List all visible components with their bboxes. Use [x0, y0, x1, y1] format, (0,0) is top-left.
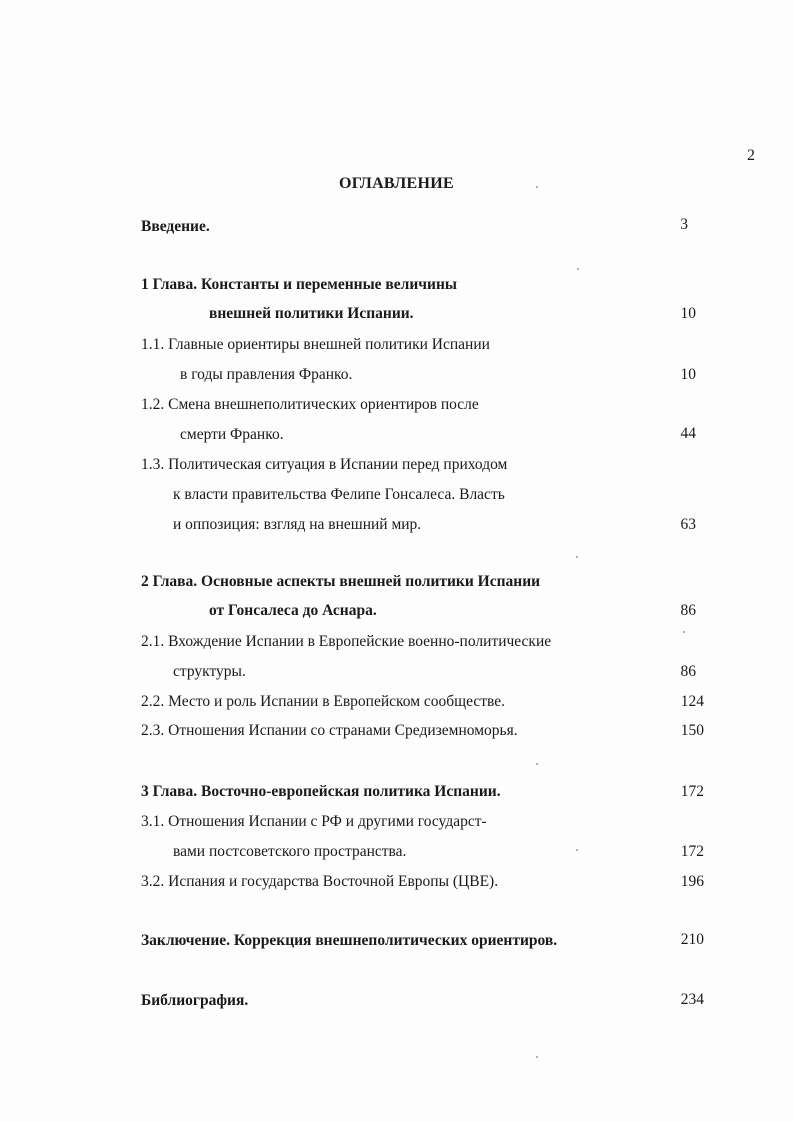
toc-entry-1-1-cont: в годы правления Франко. — [180, 366, 353, 383]
scan-speck — [577, 268, 579, 270]
toc-entry-1-3: 1.3. Политическая ситуация в Испании перед приходом — [141, 456, 508, 473]
toc-entry-chapter-3: 3 Глава. Восточно-европейская политика Испании. — [141, 783, 501, 800]
toc-page-2-3: 150 — [680, 722, 704, 739]
toc-entry-3-2: 3.2. Испания и государства Восточной Европы (ЦВЕ). — [141, 873, 499, 890]
toc-title: ОГЛАВЛЕНИЕ — [339, 175, 454, 192]
scan-speck — [536, 1056, 538, 1058]
toc-entry-1-3-cont2: и оппозиция: взгляд на внешний мир. — [173, 516, 422, 533]
toc-page-chapter-2: 86 — [680, 602, 696, 619]
toc-page-chapter-3: 172 — [680, 783, 704, 800]
toc-page-1-2: 44 — [680, 425, 696, 442]
toc-page-chapter-1: 10 — [680, 305, 696, 322]
toc-entry-conclusion: Заключение. Коррекция внешнеполитических ориентиров. — [141, 932, 558, 949]
toc-entry-chapter-2-cont: от Гонсалеса до Аснара. — [209, 602, 377, 619]
toc-entry-1-2: 1.2. Смена внешнеполитических ориентиров после — [141, 396, 479, 413]
scan-speck — [536, 763, 538, 765]
toc-page-conclusion: 210 — [680, 931, 704, 948]
toc-entry-1-2-cont: смерти Франко. — [180, 426, 284, 443]
toc-page-2-2: 124 — [680, 693, 704, 710]
toc-entry-bibliography: Библиография. — [141, 992, 249, 1009]
toc-entry-2-2: 2.2. Место и роль Испании в Европейском сообществе. — [141, 693, 506, 710]
scan-speck — [536, 186, 538, 188]
page-number: 2 — [747, 147, 755, 164]
toc-entry-3-1: 3.1. Отношения Испании с РФ и другими государст- — [141, 813, 487, 830]
toc-entry-2-3: 2.3. Отношения Испании со странами Средиземноморья. — [141, 722, 518, 739]
toc-entry-1-3-cont: к власти правительства Фелипе Гонсалеса. Власть — [173, 486, 505, 503]
toc-entry-chapter-1: 1 Глава. Константы и переменные величины — [141, 276, 458, 293]
toc-page-bibliography: 234 — [680, 991, 704, 1008]
toc-page-3-1: 172 — [680, 843, 704, 860]
toc-entry-introduction: Введение. — [141, 218, 210, 235]
toc-page-2-1: 86 — [680, 663, 696, 680]
toc-page-introduction: 3 — [680, 216, 688, 233]
toc-entry-3-1-cont: вами постсоветского пространства. — [173, 843, 407, 860]
toc-entry-2-1-cont: структуры. — [173, 663, 246, 680]
toc-page-3-2: 196 — [680, 873, 704, 890]
scan-speck — [683, 631, 685, 633]
toc-entry-1-1: 1.1. Главные ориентиры внешней политики Испании — [141, 336, 490, 353]
toc-entry-chapter-2: 2 Глава. Основные аспекты внешней политики Испании — [141, 573, 541, 590]
toc-page-1-3: 63 — [680, 516, 696, 533]
toc-entry-chapter-1-cont: внешней политики Испании. — [209, 305, 414, 322]
scan-speck — [576, 556, 578, 558]
toc-entry-2-1: 2.1. Вхождение Испании в Европейские военно-политические — [141, 633, 552, 650]
toc-page-1-1: 10 — [680, 366, 696, 383]
scan-speck — [576, 849, 578, 851]
